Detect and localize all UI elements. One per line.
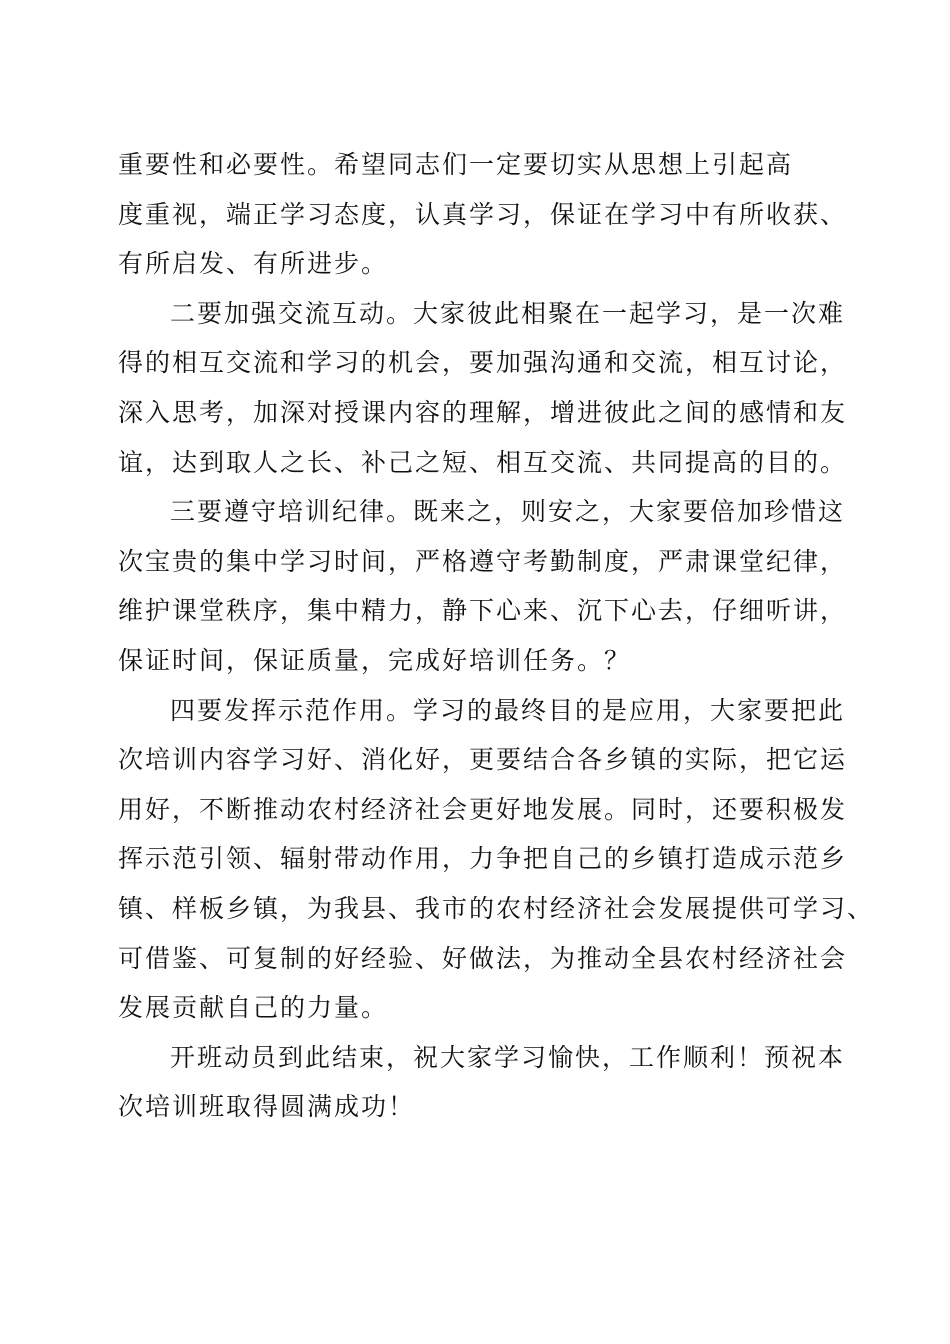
text-line: 次宝贵的集中学习时间，严格遵守考勤制度，严肃课堂纪律， <box>118 546 848 576</box>
paragraph-demonstration <box>118 686 875 1033</box>
text-line: 用好，不断推动农村经济社会更好地发展。同时，还要积极发 <box>118 794 848 824</box>
text-line: 挥示范引领、辐射带动作用，力争把自己的乡镇打造成示范乡 <box>118 844 848 874</box>
text-line: 开班动员到此结束，祝大家学习愉快，工作顺利！预祝本 <box>170 1042 846 1072</box>
paragraph-communication <box>118 289 848 487</box>
text-line: 谊，达到取人之长、补己之短、相互交流、共同提高的目的。 <box>118 447 848 477</box>
paragraph-discipline <box>118 487 848 685</box>
text-line: 得的相互交流和学习的机会，要加强沟通和交流，相互讨论， <box>118 348 848 378</box>
text-line: 次培训内容学习好、消化好，更要结合各乡镇的实际，把它运 <box>118 745 848 775</box>
text-line: 深入思考，加深对授课内容的理解，增进彼此之间的感情和友 <box>118 397 848 427</box>
text-line: 维护课堂秩序，集中精力，静下心来、沉下心去，仔细听讲， <box>118 596 848 626</box>
text-line: 四要发挥示范作用。学习的最终目的是应用，大家要把此 <box>170 695 846 725</box>
text-line: 度重视，端正学习态度，认真学习，保证在学习中有所收获、 <box>118 199 848 229</box>
text-line: 保证时间，保证质量，完成好培训任务。？ <box>118 645 632 675</box>
document-body <box>118 140 875 1132</box>
text-line: 发展贡献自己的力量。 <box>118 993 389 1023</box>
text-line: 次培训班取得圆满成功！ <box>118 1092 416 1122</box>
paragraph-closing <box>118 1033 846 1132</box>
text-line: 三要遵守培训纪律。既来之，则安之，大家要倍加珍惜这 <box>170 497 846 527</box>
text-line: 重要性和必要性。希望同志们一定要切实从思想上引起高 <box>118 150 794 179</box>
text-line: 镇、样板乡镇，为我县、我市的农村经济社会发展提供可学习、 <box>118 893 875 923</box>
text-line: 有所启发、有所进步。 <box>118 249 389 279</box>
paragraph-importance <box>118 140 848 289</box>
text-line: 可借鉴、可复制的好经验、好做法，为推动全县农村经济社会 <box>118 943 848 973</box>
text-line: 二要加强交流互动。大家彼此相聚在一起学习，是一次难 <box>170 298 846 328</box>
